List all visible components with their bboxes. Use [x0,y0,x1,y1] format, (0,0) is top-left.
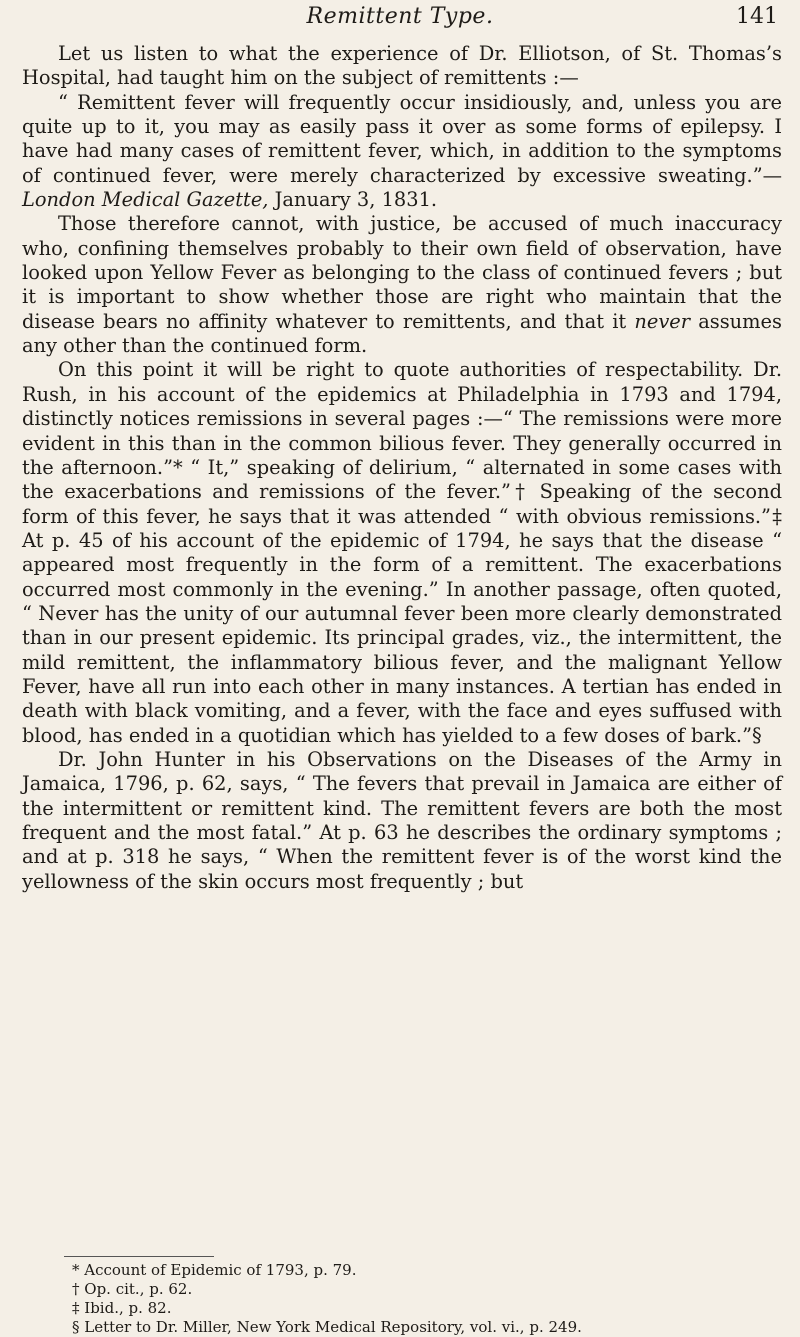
quote-text: “ Remittent fever will frequently occur insidiously, and, unless you are quite up to it, you may as easily pass it over as some forms of epilepsy. I have had many cases of remittent fever, which, in addition to the symptoms of continued fever, were merely characterized by excessive sweating.”— [22,90,782,187]
paragraph-elliotson-intro: Let us listen to what the experience of Dr. Elliotson, of St. Thomas’s Hospital, had taught him on the subject of remittents :— [22,42,782,90]
footnote: § Letter to Dr. Miller, New York Medical Repository, vol. vi., p. 249. [72,1318,582,1336]
citation-date: January 3, 1831. [268,188,438,212]
paragraph-inaccuracy [22,212,782,358]
footnote: † Op. cit., p. 62. [72,1280,193,1298]
footnote: * Account of Epidemic of 1793, p. 79. [72,1261,357,1279]
running-head [0,2,800,36]
citation-source: London Medical Gazette, [22,188,269,212]
paragraph-hunter: Dr. John Hunter in his Observations on the Diseases of the Army in Jamaica, 1796, p. 62, says, “ The fevers that prevail in Jamaica are either of the intermittent or remittent kind. The remittent fevers are both the most frequent and the most fatal.” At p. 63 he describes the ordinary symptoms ; and at p. 318 he says, “ When the remittent fever is of the worst kind the yellowness of the skin occurs most frequently ; but [22,747,782,893]
page-number: 141 [736,4,778,29]
footnotes [22,1261,782,1337]
running-title: Remittent Type. [306,4,494,29]
paragraph-text-b: assumes any other than the continued form. [22,309,782,358]
paragraph-rush: On this point it will be right to quote authorities of respectability. Dr. Rush, in his account of the epidemics at Philadelphia in 1793 and 1794, distinctly notices remissions in several pages :—“ The remissions were more evident in this than in the common bilious fever. They generally occurred in the afternoon.”* “ It,” speaking of delirium, “ alternated in some cases with the exacerbations and remissions of the fever.”† Speaking of the second form of this fever, he says that it was attended “ with obvious remissions.”‡ At p. 45 of his account of the epidemic of 1794, he says that the disease “ appeared most frequently in the form of a remittent. The exacerbations occurred most commonly in the evening.” In another passage, often quoted, “ Never has the unity of our autumnal fever been more clearly demonstrated than in our present epidemic. Its principal grades, viz., the intermittent, the mild remittent, the inflammatory bilious fever, and the malignant Yellow Fever, have all run into each other in many instances. A tertian has ended in death with black vomiting, and a fever, with the face and eyes suffused with blood, has ended in a quotidian which has yielded to a few doses of bark.”§ [22,358,782,747]
body-text [22,42,782,894]
paragraph-text-a: Those therefore cannot, with justice, be accused of much inaccuracy who, confining themselves probably to their own field of observation, have looked upon Yellow Fever as belonging to the class of continued fevers ; but it is important to show whether those are right who maintain that the disease bears no affinity whatever to remittents, and that it [22,212,782,333]
footnote: ‡ Ibid., p. 82. [72,1299,172,1317]
paragraph-elliotson-quote [22,91,782,213]
footnote-divider [64,1256,214,1257]
emphasis-never: never [634,309,691,333]
